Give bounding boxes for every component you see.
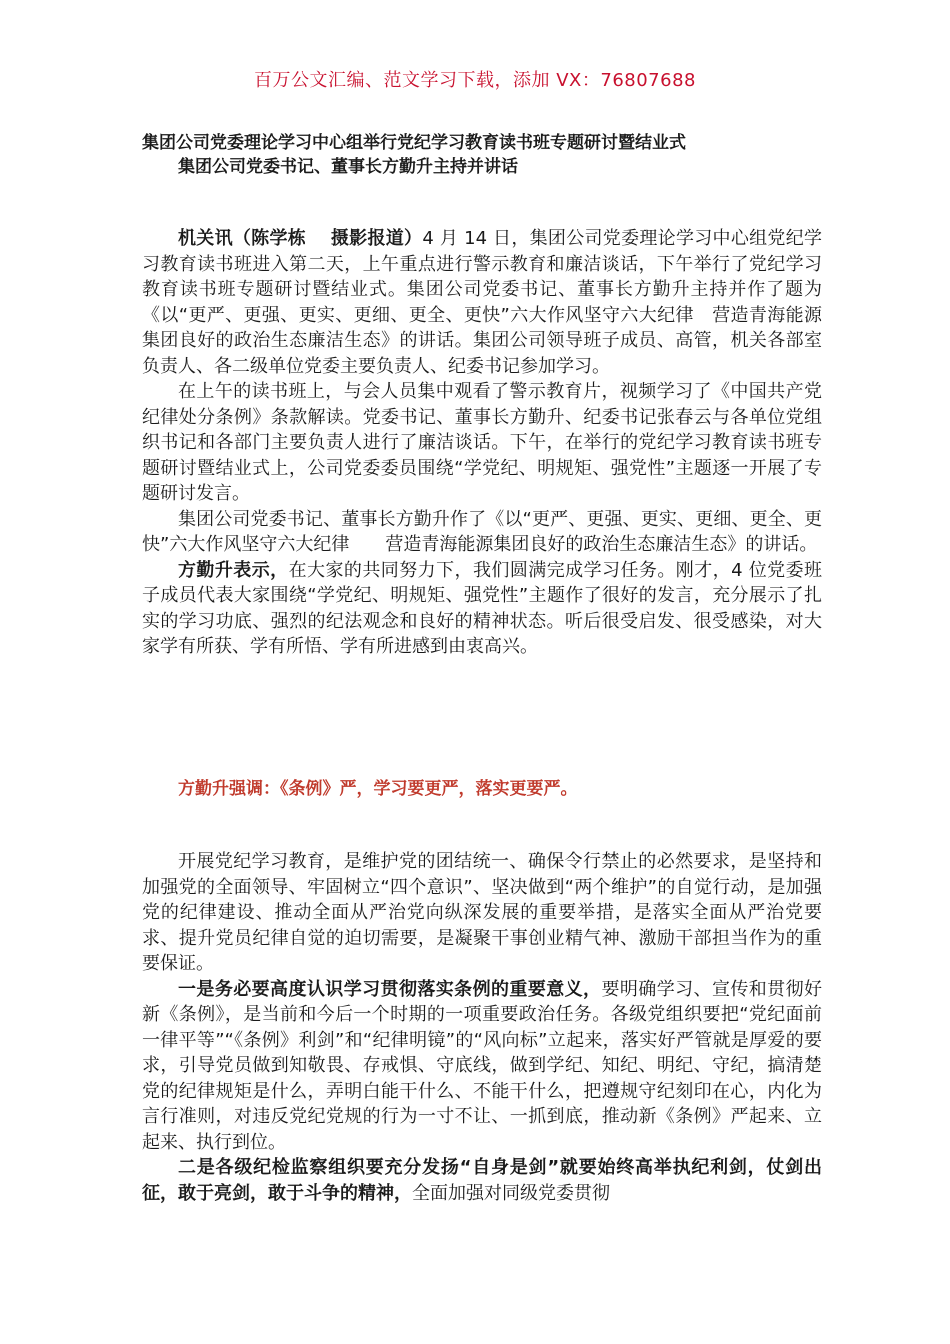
document-subtitle: 集团公司党委书记、董事长方勤升主持并讲话 (178, 157, 518, 177)
document-title: 集团公司党委理论学习中心组举行党纪学习教育读书班专题研讨暨结业式 (142, 133, 686, 153)
paragraph-lead: 二是各级纪检监察组织要充分发扬“自身是剑”就要始终高举执纪利剑，仗剑出征，敢于亮剑，敢于斗争的精神， (142, 1157, 822, 1204)
paragraph (142, 977, 822, 1156)
paragraph-text: 集团公司党委书记、董事长方勤升作了《以“更严、更强、更实、更细、更全、更快”六大作风坚守六大纪律 营造青海能源集团良好的政治生态廉洁生态》的讲话。 (142, 508, 822, 555)
paragraph-text: 全面加强对同级党委贯彻 (412, 1182, 610, 1204)
paragraph (142, 1155, 822, 1206)
paragraph-text: 在上午的读书班上，与会人员集中观看了警示教育片，视频学习了《中国共产党纪律处分条例》条款解读。党委书记、董事长方勤升、纪委书记张春云与各单位党组织书记和各部门主要负责人进行了廉洁谈话。下午，在举行的党纪学习教育读书班专题研讨暨结业式上，公司党委委员围绕“学党纪、明规矩、强党性”主题逐一开展了专题研讨发言。 (142, 381, 822, 504)
paragraph-text: 在大家的共同努力下，我们圆满完成学习任务。刚才，4 位党委班子成员代表大家围绕“学党纪、明规矩、强党性”主题作了很好的发言，充分展示了扎实的学习功底、强烈的纪法观念和良好的精神状态。听后很受启发、很受感染，对大家学有所获、学有所悟、学有所进感到由衷高兴。 (142, 559, 823, 657)
article-body-part1 (142, 226, 822, 660)
paragraph-lead: 机关讯（陈学栋 摄影报道） (178, 228, 423, 249)
section-heading: 方勤升强调：《条例》严，学习要更严，落实更要严。 (178, 779, 578, 799)
paragraph (142, 849, 822, 977)
paragraph (142, 379, 822, 507)
paragraph (142, 507, 822, 558)
paragraph-text: 4 月 14 日，集团公司党委理论学习中心组党纪学习教育读书班进入第二天，上午重点进行警示教育和廉洁谈话，下午举行了党纪学习教育读书班专题研讨暨结业式。集团公司党委书记、董事长方勤升主持并作了题为《以“更严、更强、更实、更细、更全、更快”六大作风坚守六大纪律 营造青海能源集团良好的政治生态廉洁生态》的讲话。集团公司领导班子成员、高管，机关各部室负责人、各二级单位党委主要负责人、纪委书记参加学习。 (142, 228, 823, 377)
article-body-part2 (142, 849, 822, 1206)
paragraph (142, 226, 822, 379)
promo-banner: 百万公文汇编、范文学习下载，添加 VX：76807688 (254, 70, 696, 91)
paragraph-text: 要明确学习、宣传和贯彻好新《条例》，是当前和今后一个时期的一项重要政治任务。各级党组织要把“党纪面前一律平等”“《条例》利剑”和“纪律明镜”的“风向标”立起来，落实好严管就是厚爱的要求，引导党员做到知敬畏、存戒惧、守底线，做到学纪、知纪、明纪、守纪，搞清楚党的纪律规矩是什么，弄明白能干什么、不能干什么，把遵规守纪刻印在心，内化为言行准则，对违反党纪党规的行为一寸不让、一抓到底，推动新《条例》严起来、立起来、执行到位。 (142, 978, 822, 1153)
paragraph (142, 558, 822, 660)
paragraph-lead: 方勤升表示， (178, 559, 289, 581)
paragraph-lead: 一是务必要高度认识学习贯彻落实条例的重要意义， (178, 978, 602, 1000)
paragraph-text: 开展党纪学习教育，是维护党的团结统一、确保令行禁止的必然要求，是坚持和加强党的全面领导、牢固树立“四个意识”、坚决做到“两个维护”的自觉行动，是加强党的纪律建设、推动全面从严治党向纵深发展的重要举措，是落实全面从严治党要求、提升党员纪律自觉的迫切需要，是凝聚干事创业精气神、激励干部担当作为的重要保证。 (142, 851, 822, 974)
